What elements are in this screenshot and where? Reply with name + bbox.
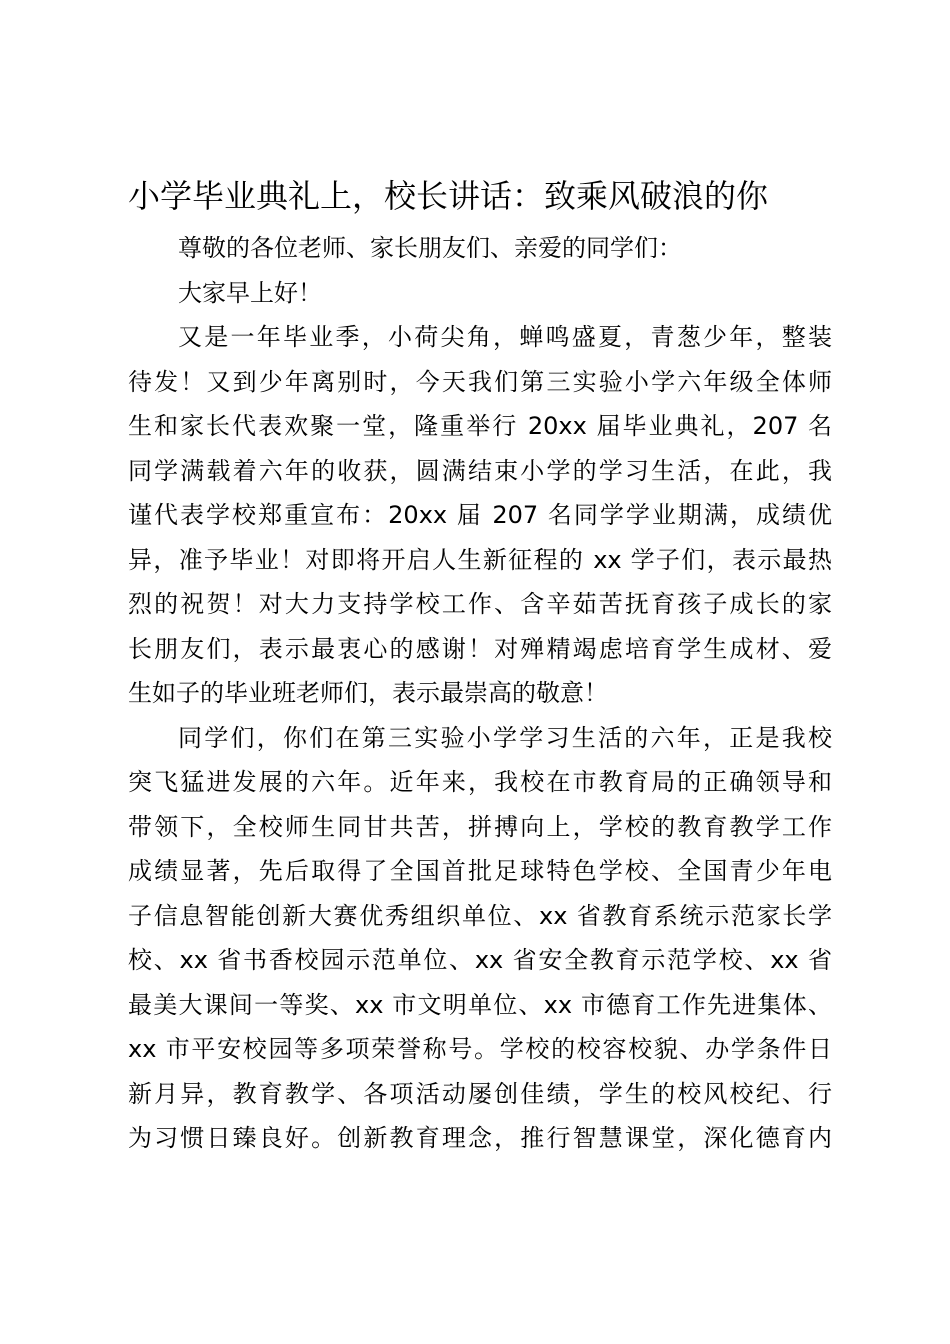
document-body xyxy=(128,226,832,1161)
paragraph-line: 长朋友们，表示最衷心的感谢！对殚精竭虑培育学生成材、爱 xyxy=(128,634,832,663)
paragraph-line: 校、xx 省书香校园示范单位、xx 省安全教育示范学校、xx 省 xyxy=(128,946,832,974)
paragraph-line: 异，准予毕业！对即将开启人生新征程的 xx 学子们，表示最热 xyxy=(128,545,832,574)
paragraph-line: 带领下，全校师生同甘共苦，拼搏向上，学校的教育教学工作 xyxy=(128,812,832,841)
paragraph-line: 生如子的毕业班老师们，表示最崇高的敬意！ xyxy=(128,679,608,707)
paragraph-line: xx 市平安校园等多项荣誉称号。学校的校容校貌、办学条件日 xyxy=(128,1035,832,1063)
paragraph-line: 谨代表学校郑重宣布：20xx 届 207 名同学学业期满，成绩优 xyxy=(128,501,832,529)
paragraph-line: 成绩显著，先后取得了全国首批足球特色学校、全国青少年电 xyxy=(128,857,832,885)
salutation-line: 尊敬的各位老师、家长朋友们、亲爱的同学们： xyxy=(178,234,682,262)
paragraph-line: 同学们，你们在第三实验小学学习生活的六年，正是我校 xyxy=(178,723,832,752)
paragraph-line: 生和家长代表欢聚一堂，隆重举行 20xx 届毕业典礼，207 名 xyxy=(128,412,832,440)
paragraph-line: 新月异，教育教学、各项活动屡创佳绩，学生的校风校纪、行 xyxy=(128,1079,832,1108)
paragraph-line: 又是一年毕业季，小荷尖角，蝉鸣盛夏，青葱少年，整装 xyxy=(178,323,832,351)
paragraph-line: 烈的祝贺！对大力支持学校工作、含辛茹苦抚育孩子成长的家 xyxy=(128,590,832,618)
paragraph-line: 最美大课间一等奖、xx 市文明单位、xx 市德育工作先进集体、 xyxy=(128,990,832,1019)
greeting-line: 大家早上好！ xyxy=(178,278,322,307)
paragraph-line: 子信息智能创新大赛优秀组织单位、xx 省教育系统示范家长学 xyxy=(128,901,832,930)
document-title: 小学毕业典礼上，校长讲话：致乘风破浪的你 xyxy=(128,177,769,215)
paragraph-line: 突飞猛进发展的六年。近年来，我校在市教育局的正确领导和 xyxy=(128,768,832,796)
paragraph-line: 同学满载着六年的收获，圆满结束小学的学习生活，在此，我 xyxy=(128,456,832,485)
paragraph-line: 待发！又到少年离别时，今天我们第三实验小学六年级全体师 xyxy=(128,367,832,396)
paragraph-line: 为习惯日臻良好。创新教育理念，推行智慧课堂，深化德育内 xyxy=(128,1124,832,1152)
